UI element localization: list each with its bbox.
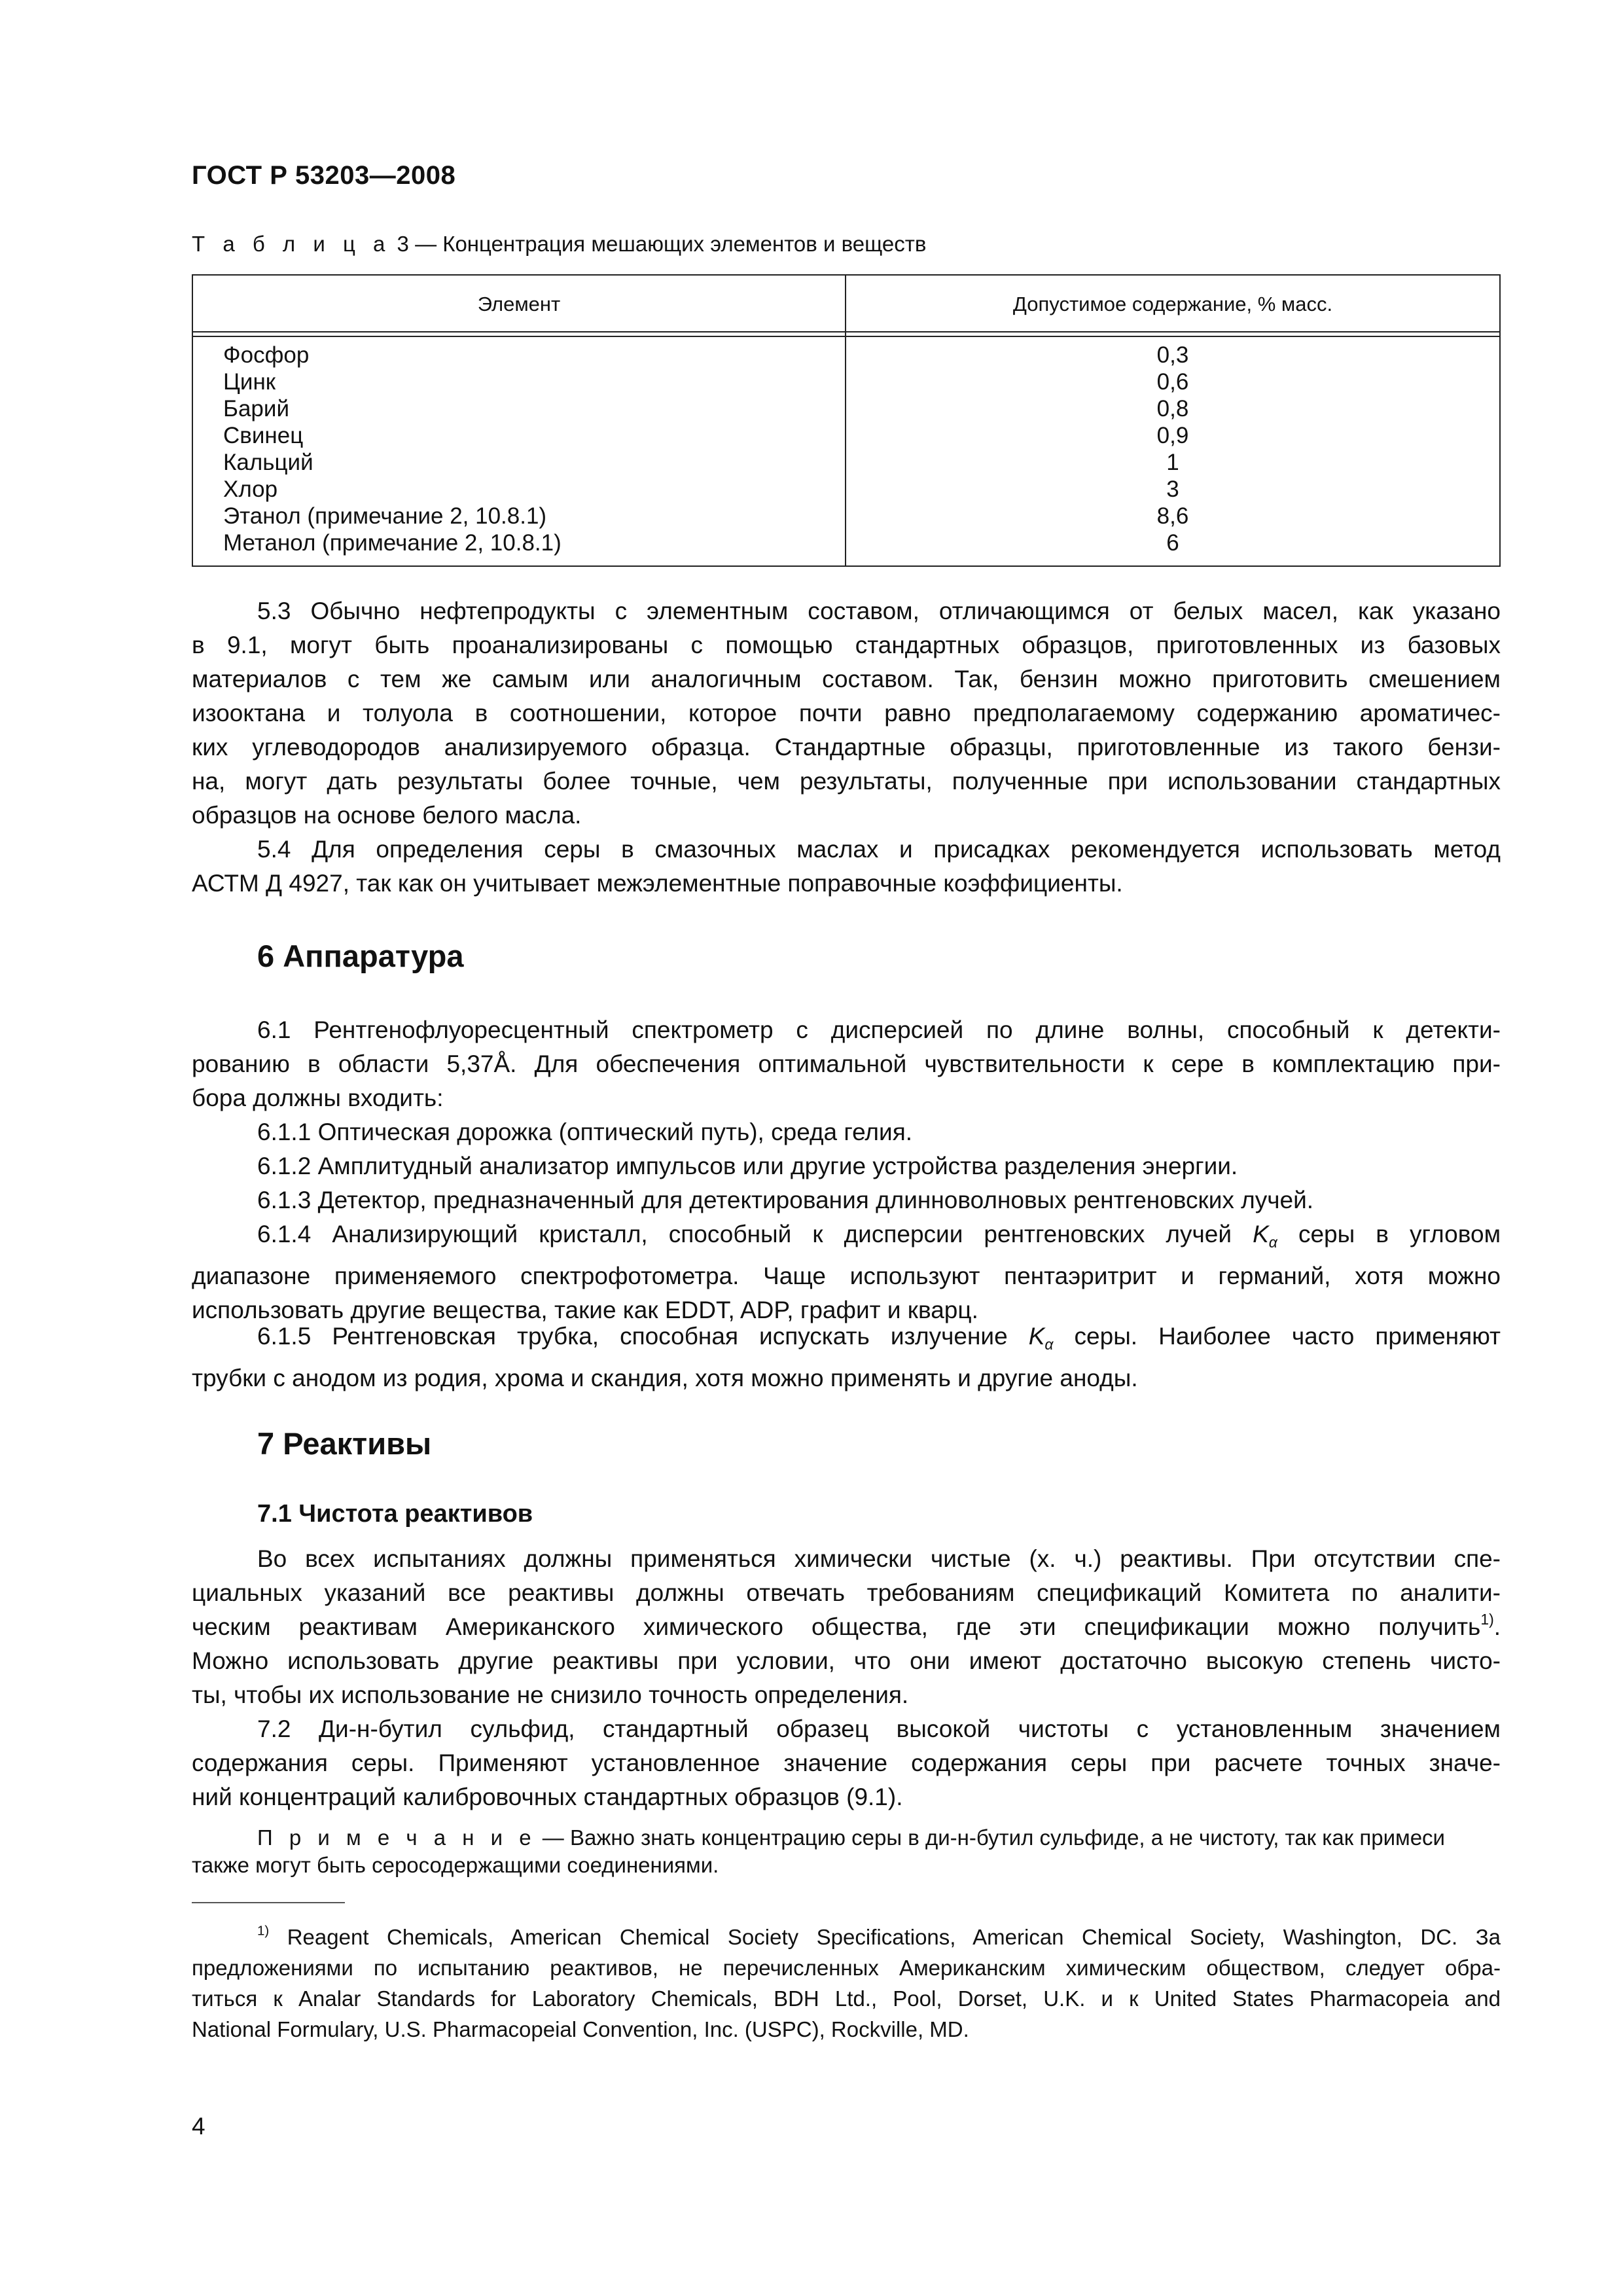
text-line: 5.4 Для определения серы в смазочных маслах и присадках рекомендуется использовать метод	[257, 836, 1501, 863]
paragraph-6-1-5	[192, 1319, 1501, 1395]
text-line: 5.3 Обычно нефтепродукты с элементным составом, отличающимся от белых масел, как указано	[257, 598, 1501, 624]
page-number: 4	[192, 2113, 205, 2140]
table-cell-element: Фосфор	[223, 342, 310, 368]
table-cell-value: 0,8	[1156, 396, 1189, 422]
paragraph-7-2	[192, 1712, 1501, 1814]
table-cell-value: 3	[1166, 476, 1179, 502]
table-cell-element: Кальций	[223, 450, 313, 475]
paragraph-6-1	[192, 1013, 1501, 1115]
text-run: 6.1.5 Рентгеновская трубка, способная испускать излучение	[257, 1323, 1029, 1350]
text-run: серы. Наиболее часто применяют	[1053, 1323, 1501, 1350]
text-line: рованию в области 5,37Å. Для обеспечения оптимальной чувствительности к сере в комплектацию при-	[192, 1050, 1501, 1077]
text-line: 6.1.3 Детектор, предназначенный для детектирования длинноволновых рентгеновских лучей.	[257, 1187, 1314, 1213]
text-line: 6.1.1 Оптическая дорожка (оптический путь), среда гелия.	[257, 1119, 913, 1145]
text-line	[192, 1319, 1501, 1361]
paragraph-5-4	[192, 833, 1501, 901]
note-text: — Важно знать концентрацию серы в ди-н-бутил сульфиде, а не чистоту, так как примеси	[536, 1825, 1445, 1850]
table-header-element: Элемент	[477, 293, 561, 315]
text-run: .	[1493, 1613, 1501, 1640]
text-line: ких углеводородов анализируемого образца. Стандартные образцы, приготовленные из такого бензи-	[192, 734, 1501, 761]
table-caption	[192, 232, 926, 257]
table-caption-label: Т а б л и ц а	[192, 232, 391, 256]
note-text-continuation: также могут быть серосодержащими соединениями.	[192, 1853, 719, 1877]
text-line: 6.1 Рентгенофлуоресцентный спектрометр с дисперсией по длине волны, способный к детекти-	[257, 1016, 1501, 1043]
k-alpha-symbol: $K_\alpha$	[1028, 1323, 1054, 1354]
text-line: National Formulary, U.S. Pharmacopeial Convention, Inc. (USPC), Rockville, MD.	[192, 2017, 969, 2041]
footnote-separator	[192, 1902, 345, 1903]
text-line: 7.2 Ди-н-бутил сульфид, стандартный образец высокой чистоты с установленным значением	[257, 1715, 1501, 1742]
text-line: использовать другие вещества, такие как EDDT, ADP, графит и кварц.	[192, 1297, 978, 1324]
text-line: Во всех испытаниях должны применяться химически чистые (х. ч.) реактивы. При отсутствии спе-	[257, 1545, 1501, 1572]
text-line: ты, чтобы их использование не снизило точность определения.	[192, 1681, 909, 1708]
paragraph-7-1	[192, 1542, 1501, 1712]
text-line: содержания серы. Применяют установленное значение содержания серы при расчете точных значе-	[192, 1749, 1501, 1776]
text-line: материалов с тем же самым или аналогичным составом. Так, бензин можно приготовить смешением	[192, 666, 1501, 692]
subsection-heading-7-1: 7.1 Чистота реактивов	[257, 1500, 533, 1528]
table-cell-element: Метанол (примечание 2, 10.8.1)	[223, 530, 562, 556]
table-column-elements	[223, 342, 562, 556]
text-line: в 9.1, могут быть проанализированы с помощью стандартных образцов, приготовленных из базовых	[192, 632, 1501, 658]
footnote-reference: 1)	[1480, 1610, 1494, 1628]
table-cell-element: Цинк	[223, 369, 276, 395]
text-line: на, могут дать результаты более точные, чем результаты, полученные при использовании стандартных	[192, 768, 1501, 795]
table-cell-value: 0,3	[1156, 342, 1189, 368]
text-line: бора должны входить:	[192, 1085, 444, 1111]
text-line: Можно использовать другие реактивы при условии, что они имеют достаточно высокую степень чисто-	[192, 1647, 1501, 1674]
interference-table	[192, 274, 1501, 567]
text-line: циальных указаний все реактивы должны отвечать требованиям спецификаций Комитета по аналити-	[192, 1579, 1501, 1606]
table-cell-value: 0,6	[1156, 369, 1189, 395]
table-cell-element: Свинец	[223, 423, 304, 448]
k-alpha-symbol: $K_\alpha$	[1253, 1221, 1277, 1251]
text-run: ческим реактивам Американского химического общества, где эти спецификации можно получить	[192, 1613, 1481, 1640]
table-cell-element: Этанол (примечание 2, 10.8.1)	[223, 503, 547, 529]
text-line: образцов на основе белого масла.	[192, 802, 582, 829]
footnote	[192, 1922, 1501, 2045]
footnote-mark: 1)	[257, 1923, 270, 1939]
table-header-divider	[193, 331, 1499, 332]
section-heading-7: 7 Реактивы	[257, 1426, 432, 1461]
section-heading-6: 6 Аппаратура	[257, 939, 464, 973]
text-line: ний концентраций калибровочных стандартных образцов (9.1).	[192, 1784, 903, 1810]
table-cell-value: 6	[1166, 530, 1179, 556]
note-label: П р и м е ч а н и е	[257, 1825, 537, 1850]
table-caption-text: 3 — Концентрация мешающих элементов и веществ	[391, 232, 927, 256]
text-run: Reagent Chemicals, American Chemical Society Specifications, American Chemical Society, Washington, DC. За	[269, 1925, 1501, 1949]
text-line: предложениями по испытанию реактивов, не перечисленных Американским химическим обществом, следует обра-	[192, 1956, 1501, 1980]
document-header-id: ГОСТ Р 53203—2008	[192, 161, 456, 190]
paragraph-6-1-1	[192, 1115, 1501, 1149]
text-line: диапазоне применяемого спектрофотометра. Чаще используют пентаэритрит и германий, хотя можно	[192, 1263, 1501, 1290]
text-line: АСТМ Д 4927, так как он учитывает межэлементные поправочные коэффициенты.	[192, 870, 1123, 897]
table-header-divider-double	[193, 336, 1499, 337]
text-line: трубки с анодом из родия, хрома и скандия, хотя можно применять и другие аноды.	[192, 1365, 1138, 1392]
paragraph-6-1-2	[192, 1149, 1501, 1183]
text-run: серы в угловом	[1277, 1221, 1501, 1247]
text-line	[192, 1610, 1501, 1644]
text-line: титься к Analar Standards for Laboratory Chemicals, BDH Ltd., Pool, Dorset, U.K. и к United States Pharmacopeia and	[192, 1986, 1501, 2011]
text-run: 6.1.4 Анализирующий кристалл, способный к дисперсии рентгеновских лучей	[257, 1221, 1253, 1247]
paragraph-6-1-4	[192, 1217, 1501, 1327]
table-cell-value: 1	[1166, 450, 1179, 475]
text-line	[192, 1922, 1501, 1952]
table-column-values	[846, 342, 1499, 556]
note-block	[257, 1822, 1501, 1853]
table-cell-value: 0,9	[1156, 423, 1189, 448]
paragraph-5-3	[192, 594, 1501, 833]
table-cell-value: 8,6	[1156, 503, 1189, 529]
table-cell-element: Хлор	[223, 476, 278, 502]
paragraph-6-1-3	[192, 1183, 1501, 1217]
table-header-content: Допустимое содержание, % масс.	[1012, 293, 1333, 315]
text-line: 6.1.2 Амплитудный анализатор импульсов или другие устройства разделения энергии.	[257, 1153, 1238, 1179]
text-line: изооктана и толуола в соотношении, которое почти равно предполагаемому содержанию ароматичес-	[192, 700, 1501, 726]
table-cell-element: Барий	[223, 396, 290, 422]
text-line	[192, 1217, 1501, 1259]
